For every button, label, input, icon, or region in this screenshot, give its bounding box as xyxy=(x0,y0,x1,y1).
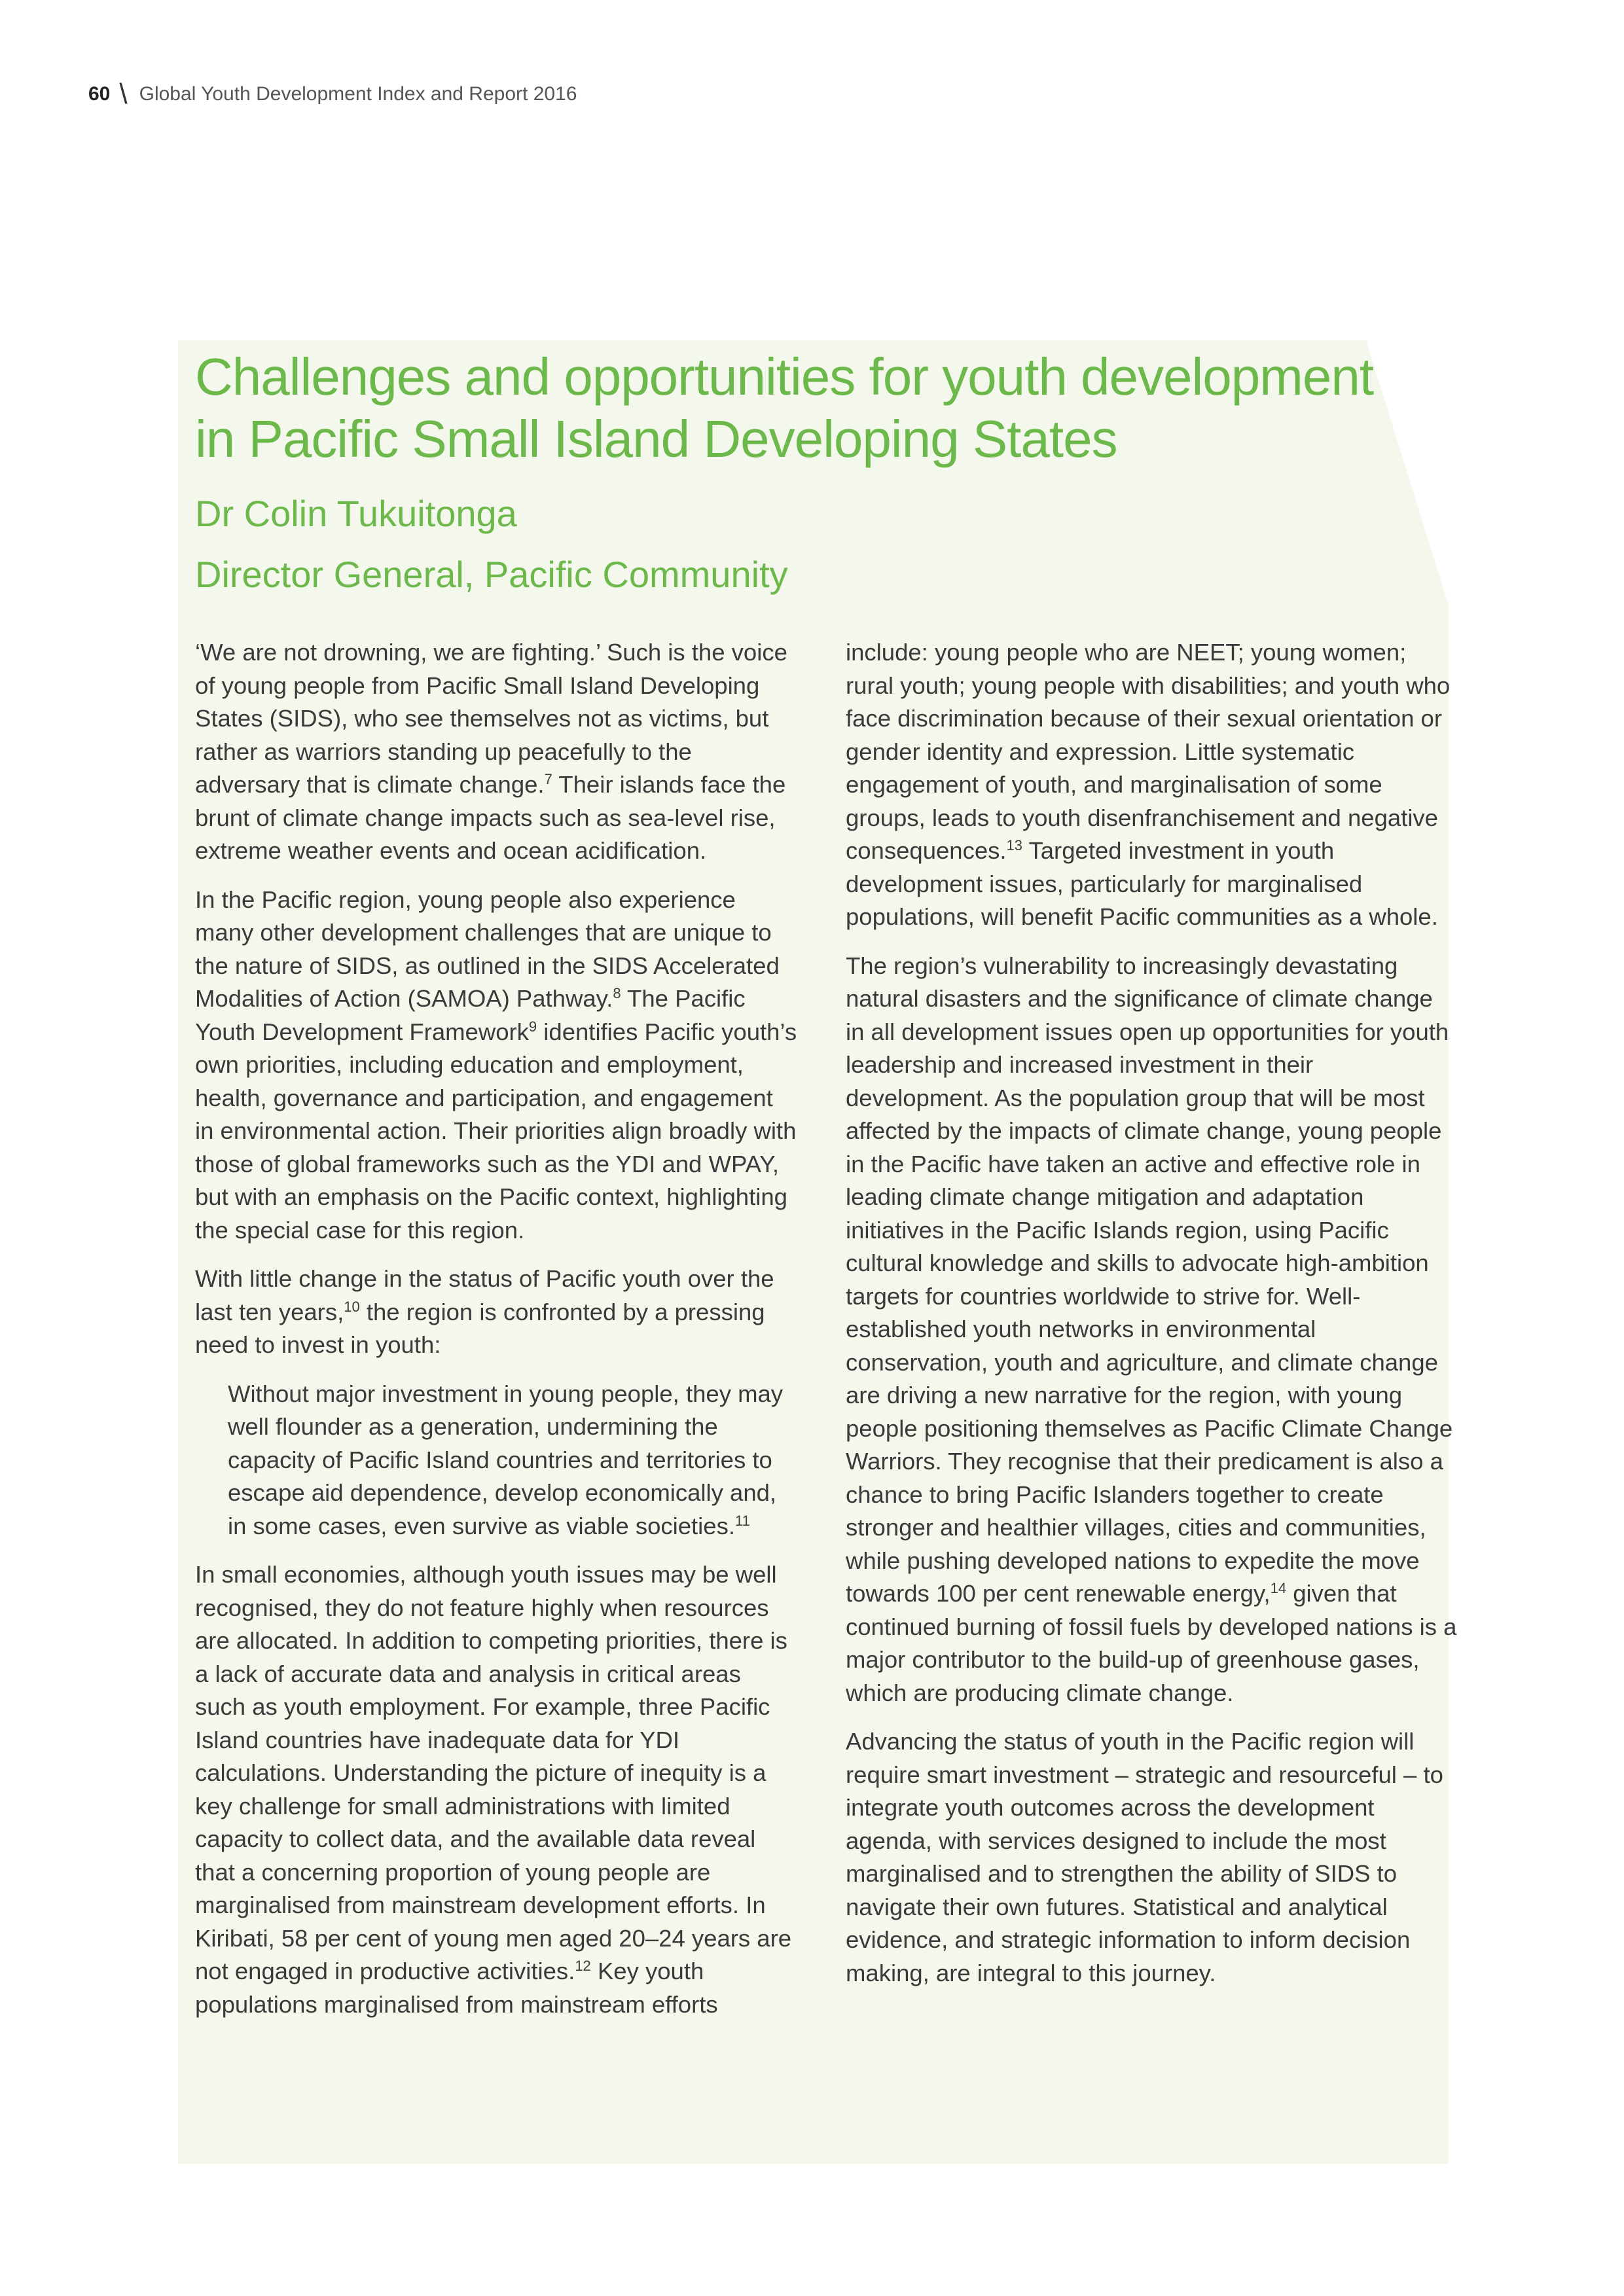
paragraph: In the Pacific region, young people also experience many other development challenges that are unique to the nature of SIDS, as outlined in the SIDS Accelerated Modalities of Action (SAMOA) Pathway.$^8$ The Pacific Youth Development Framework$^9$ identifies Pacific youth’s own priorities, including education and employment, health, governance and participation, and engagement in environmental action. Their priorities align broadly with those of global frameworks such as the YDI and WPAY, but with an emphasis on the Pacific context, highlighting the special case for this region. xyxy=(195,886,797,1244)
publication-title: Global Youth Development Index and Report 2016 xyxy=(139,83,577,105)
paragraph: ‘We are not drowning, we are fighting.’ Such is the voice of young people from Pacific Small Island Developing States (SIDS), who see themselves not as victims, but rather as warriors standing up peacefully to the adversary that is climate change.$^7$ Their islands face the brunt of climate change impacts such as sea-level rise, extreme weather events and ocean acidification. xyxy=(195,639,787,864)
paragraph: include: young people who are NEET; young women; rural youth; young people with disabilities; and youth who face discrimination because of their sexual orientation or gender identity and expression. Little systematic engagement of youth, and marginalisation of some groups, leads to youth disenfranchisement and negative consequences.$^{13}$ Targeted investment in youth development issues, particularly for marginalised populations, will benefit Pacific communities as a whole. xyxy=(846,639,1451,930)
footnote-ref: 8 xyxy=(613,984,621,1001)
footnote-ref: 13 xyxy=(1006,836,1023,853)
header-separator: \ xyxy=(119,78,128,110)
footnote-ref: 14 xyxy=(1270,1579,1287,1596)
article-title-block xyxy=(195,346,1439,596)
paragraph: Advancing the status of youth in the Pacific region will require smart investment – strategic and resourceful – to integrate youth outcomes across the development agenda, with services designed to include the most marginalised and to strengthen the ability of SIDS to navigate their own futures. Statistical and analytical evidence, and strategic information to inform decision making, are integral to this journey. xyxy=(846,1728,1443,1986)
footnote-ref: 12 xyxy=(575,1957,591,1974)
footnote-ref: 11 xyxy=(734,1512,750,1529)
left-column xyxy=(195,636,797,2037)
paragraph: With little change in the status of Pacific youth over the last ten years,$^{10}$ the region is confronted by a pressing need to invest in youth: xyxy=(195,1265,774,1358)
article-title-line-2: in Pacific Small Island Developing States xyxy=(195,410,1117,468)
paragraph: The region’s vulnerability to increasingly devastating natural disasters and the significance of climate change in all development issues open up opportunities for youth leadership and increased investment in their development. As the population group that will be most affected by the impacts of climate change, young people in the Pacific have taken an active and effective role in leading climate change mitigation and adaptation initiatives in the Pacific Islands region, using Pacific cultural knowledge and skills to advocate high-ambition targets for countries worldwide to strive for. Well-established youth networks in environmental conservation, youth and agriculture, and climate change are driving a new narrative for the region, with young people positioning themselves as Pacific Climate Change Warriors. They recognise that their predicament is also a chance to bring Pacific Islanders together to create stronger and healthier villages, cities and communities, while pushing developed nations to expedite the move towards 100 per cent renewable energy,$^{14}$ given that continued burning of fossil fuels by developed nations is a major contributor to the build-up of greenhouse gases, which are producing climate change. xyxy=(846,952,1457,1706)
right-column xyxy=(846,636,1458,2005)
block-quote: Without major investment in young people, they may well flounder as a generation, undermining the capacity of Pacific Island countries and territories to escape aid dependence, develop economically and, in some cases, even survive as viable societies.$^{11}$ xyxy=(228,1380,784,1539)
footnote-ref: 9 xyxy=(528,1018,537,1035)
author-name: Dr Colin Tukuitonga xyxy=(195,493,517,534)
page-number: 60 xyxy=(88,83,111,105)
article-title-line-1: Challenges and opportunities for youth development xyxy=(195,348,1374,406)
author-role: Director General, Pacific Community xyxy=(195,554,788,595)
footnote-ref: 10 xyxy=(344,1298,360,1315)
article-title xyxy=(195,346,1439,470)
footnote-ref: 7 xyxy=(544,770,552,787)
paragraph: In small economies, although youth issues may be well recognised, they do not feature highly when resources are allocated. In addition to competing priorities, there is a lack of accurate data and analysis in critical areas such as youth employment. For example, three Pacific Island countries have inadequate data for YDI calculations. Understanding the picture of inequity is a key challenge for small administrations with limited capacity to collect data, and the available data reveal that a concerning proportion of young people are marginalised from mainstream development efforts. In Kiribati, 58 per cent of young men aged 20–24 years are not engaged in productive activities.$^{12}$ Key youth populations marginalised from mainstream efforts xyxy=(195,1561,792,2018)
